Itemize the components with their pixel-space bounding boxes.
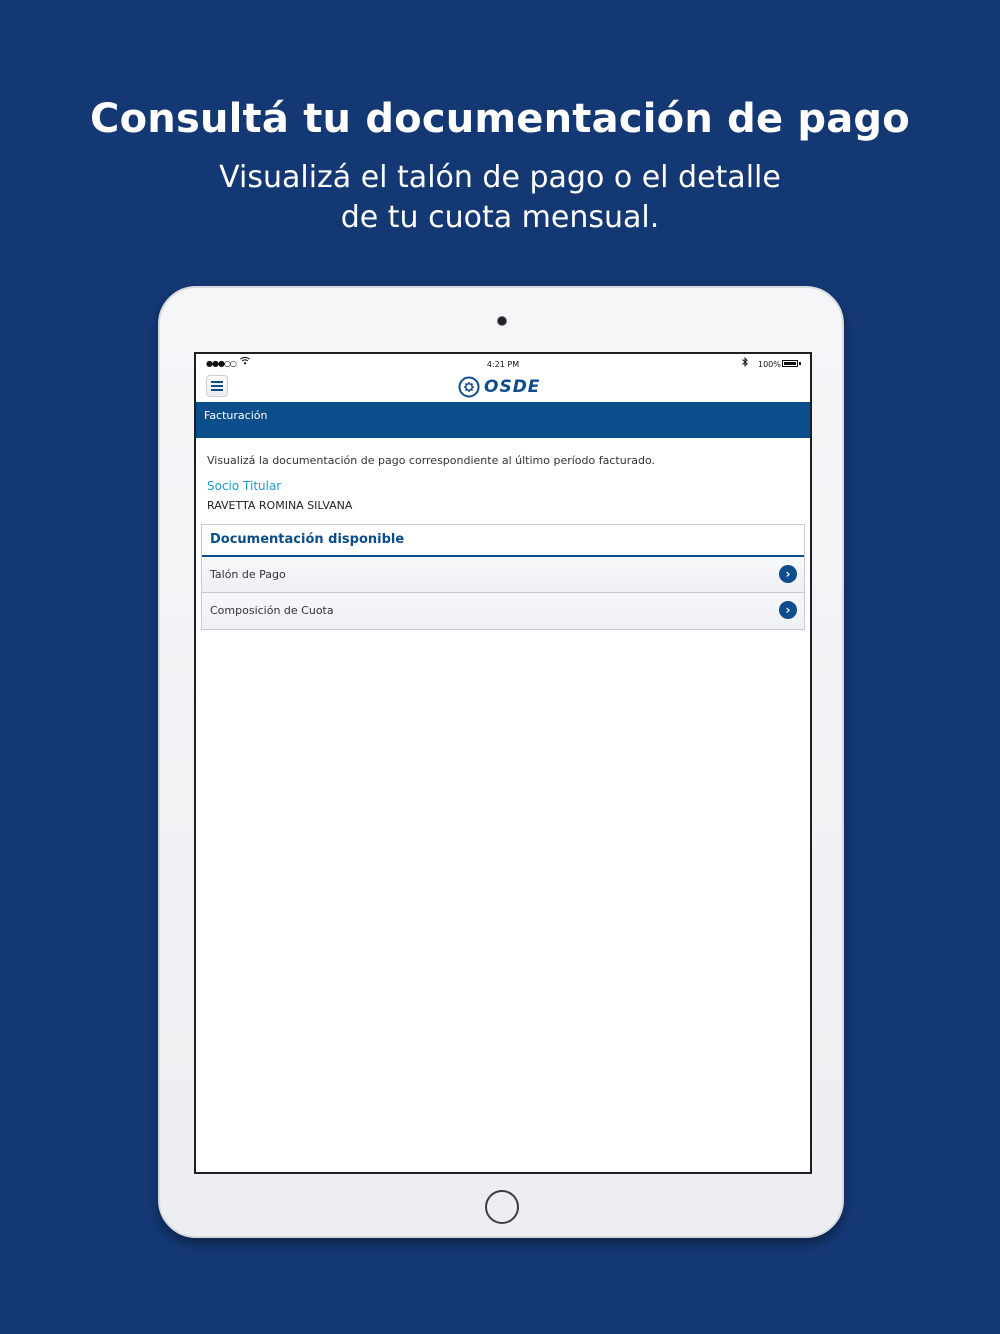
section-title: Facturación: [204, 409, 268, 422]
signal-strength-icon: ●●●○○: [206, 359, 236, 368]
logo-wordmark: OSDE: [484, 377, 541, 397]
menu-button[interactable]: [206, 375, 228, 397]
socio-titular-label: Socio Titular: [207, 479, 282, 493]
status-time: 4:21 PM: [486, 360, 520, 369]
documents-panel: [201, 524, 805, 630]
document-row-talon-de-pago[interactable]: [202, 557, 804, 593]
tablet-device-frame: [158, 286, 844, 1238]
promo-subline-line-2: de tu cuota mensual.: [340, 200, 660, 235]
camera-icon: [497, 316, 507, 326]
document-row-composicion-de-cuota[interactable]: [202, 593, 804, 629]
battery-icon: [782, 360, 798, 367]
hamburger-icon: [211, 381, 223, 383]
battery-percentage: 100%: [758, 360, 781, 369]
section-title-bar: [196, 402, 810, 438]
status-bar: [196, 354, 810, 374]
documents-heading-label: Documentación disponible: [210, 532, 405, 547]
chevron-right-icon[interactable]: ›: [779, 601, 797, 619]
chevron-right-icon[interactable]: ›: [779, 565, 797, 583]
promo-headline: Consultá tu documentación de pago: [90, 96, 910, 142]
battery-tip: [799, 362, 801, 365]
osde-logo: [458, 375, 540, 399]
promo-subline-line-1: Visualizá el talón de pago o el detalle: [219, 160, 781, 195]
osde-emblem-icon: [458, 376, 480, 398]
documents-heading: [202, 525, 804, 557]
app-header: [196, 374, 810, 402]
hamburger-icon: [211, 385, 223, 387]
document-label: Talón de Pago: [210, 568, 286, 581]
promo-subline: [0, 158, 1000, 238]
hamburger-icon: [211, 389, 223, 391]
app-screen: [194, 352, 812, 1174]
document-label: Composición de Cuota: [210, 604, 334, 617]
socio-titular-name: RAVETTA ROMINA SILVANA: [207, 499, 353, 512]
intro-text: Visualizá la documentación de pago correspondiente al último período facturado.: [207, 454, 655, 467]
battery-level: [784, 362, 796, 365]
home-button[interactable]: [485, 1190, 519, 1224]
bluetooth-icon: [742, 357, 748, 370]
